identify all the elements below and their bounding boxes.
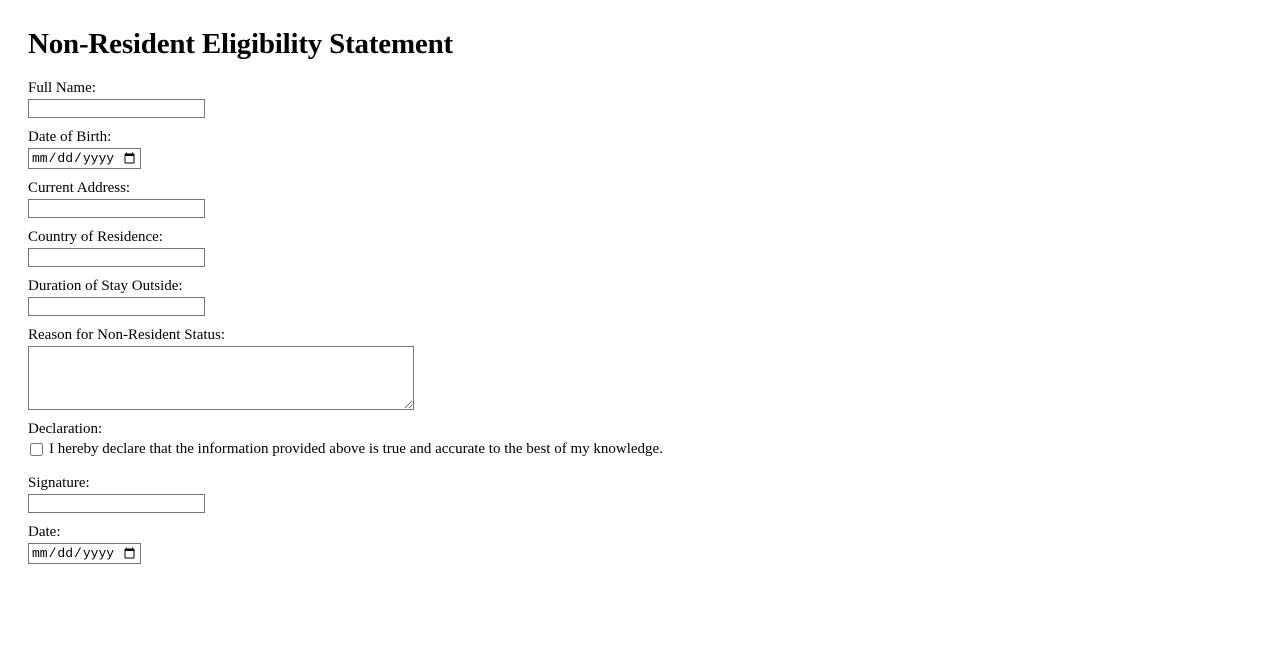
- signature-input[interactable]: [28, 494, 205, 513]
- date-of-birth-input[interactable]: [28, 148, 141, 169]
- field-current-address: [28, 179, 1250, 218]
- field-duration-of-stay-outside: [28, 277, 1250, 316]
- page-title: Non-Resident Eligibility Statement: [28, 28, 453, 60]
- field-full-name: [28, 79, 1250, 118]
- current-address-label: Current Address:: [28, 180, 131, 197]
- field-date-of-birth: [28, 128, 1250, 169]
- duration-of-stay-outside-label: Duration of Stay Outside:: [28, 278, 183, 295]
- declaration-label: Declaration:: [28, 421, 103, 438]
- date-input[interactable]: [28, 543, 141, 564]
- declaration-section: [28, 420, 1250, 458]
- reason-for-non-resident-status-textarea[interactable]: [28, 346, 414, 410]
- declaration-checkbox[interactable]: [30, 443, 43, 456]
- country-of-residence-label: Country of Residence:: [28, 229, 163, 246]
- date-of-birth-label: Date of Birth:: [28, 129, 112, 146]
- declaration-row: [28, 440, 1250, 458]
- full-name-input[interactable]: [28, 99, 205, 118]
- current-address-input[interactable]: [28, 199, 205, 218]
- reason-for-non-resident-status-label: Reason for Non-Resident Status:: [28, 327, 226, 344]
- field-date: [28, 523, 1250, 564]
- date-label: Date:: [28, 524, 61, 541]
- country-of-residence-input[interactable]: [28, 248, 205, 267]
- full-name-label: Full Name:: [28, 80, 96, 97]
- duration-of-stay-outside-input[interactable]: [28, 297, 205, 316]
- declaration-checkbox-text: I hereby declare that the information provided above is true and accurate to the best of my knowledge.: [49, 441, 663, 458]
- field-country-of-residence: [28, 228, 1250, 267]
- field-reason-for-non-resident-status: [28, 326, 1250, 410]
- signature-label: Signature:: [28, 475, 90, 492]
- field-signature: [28, 474, 1250, 513]
